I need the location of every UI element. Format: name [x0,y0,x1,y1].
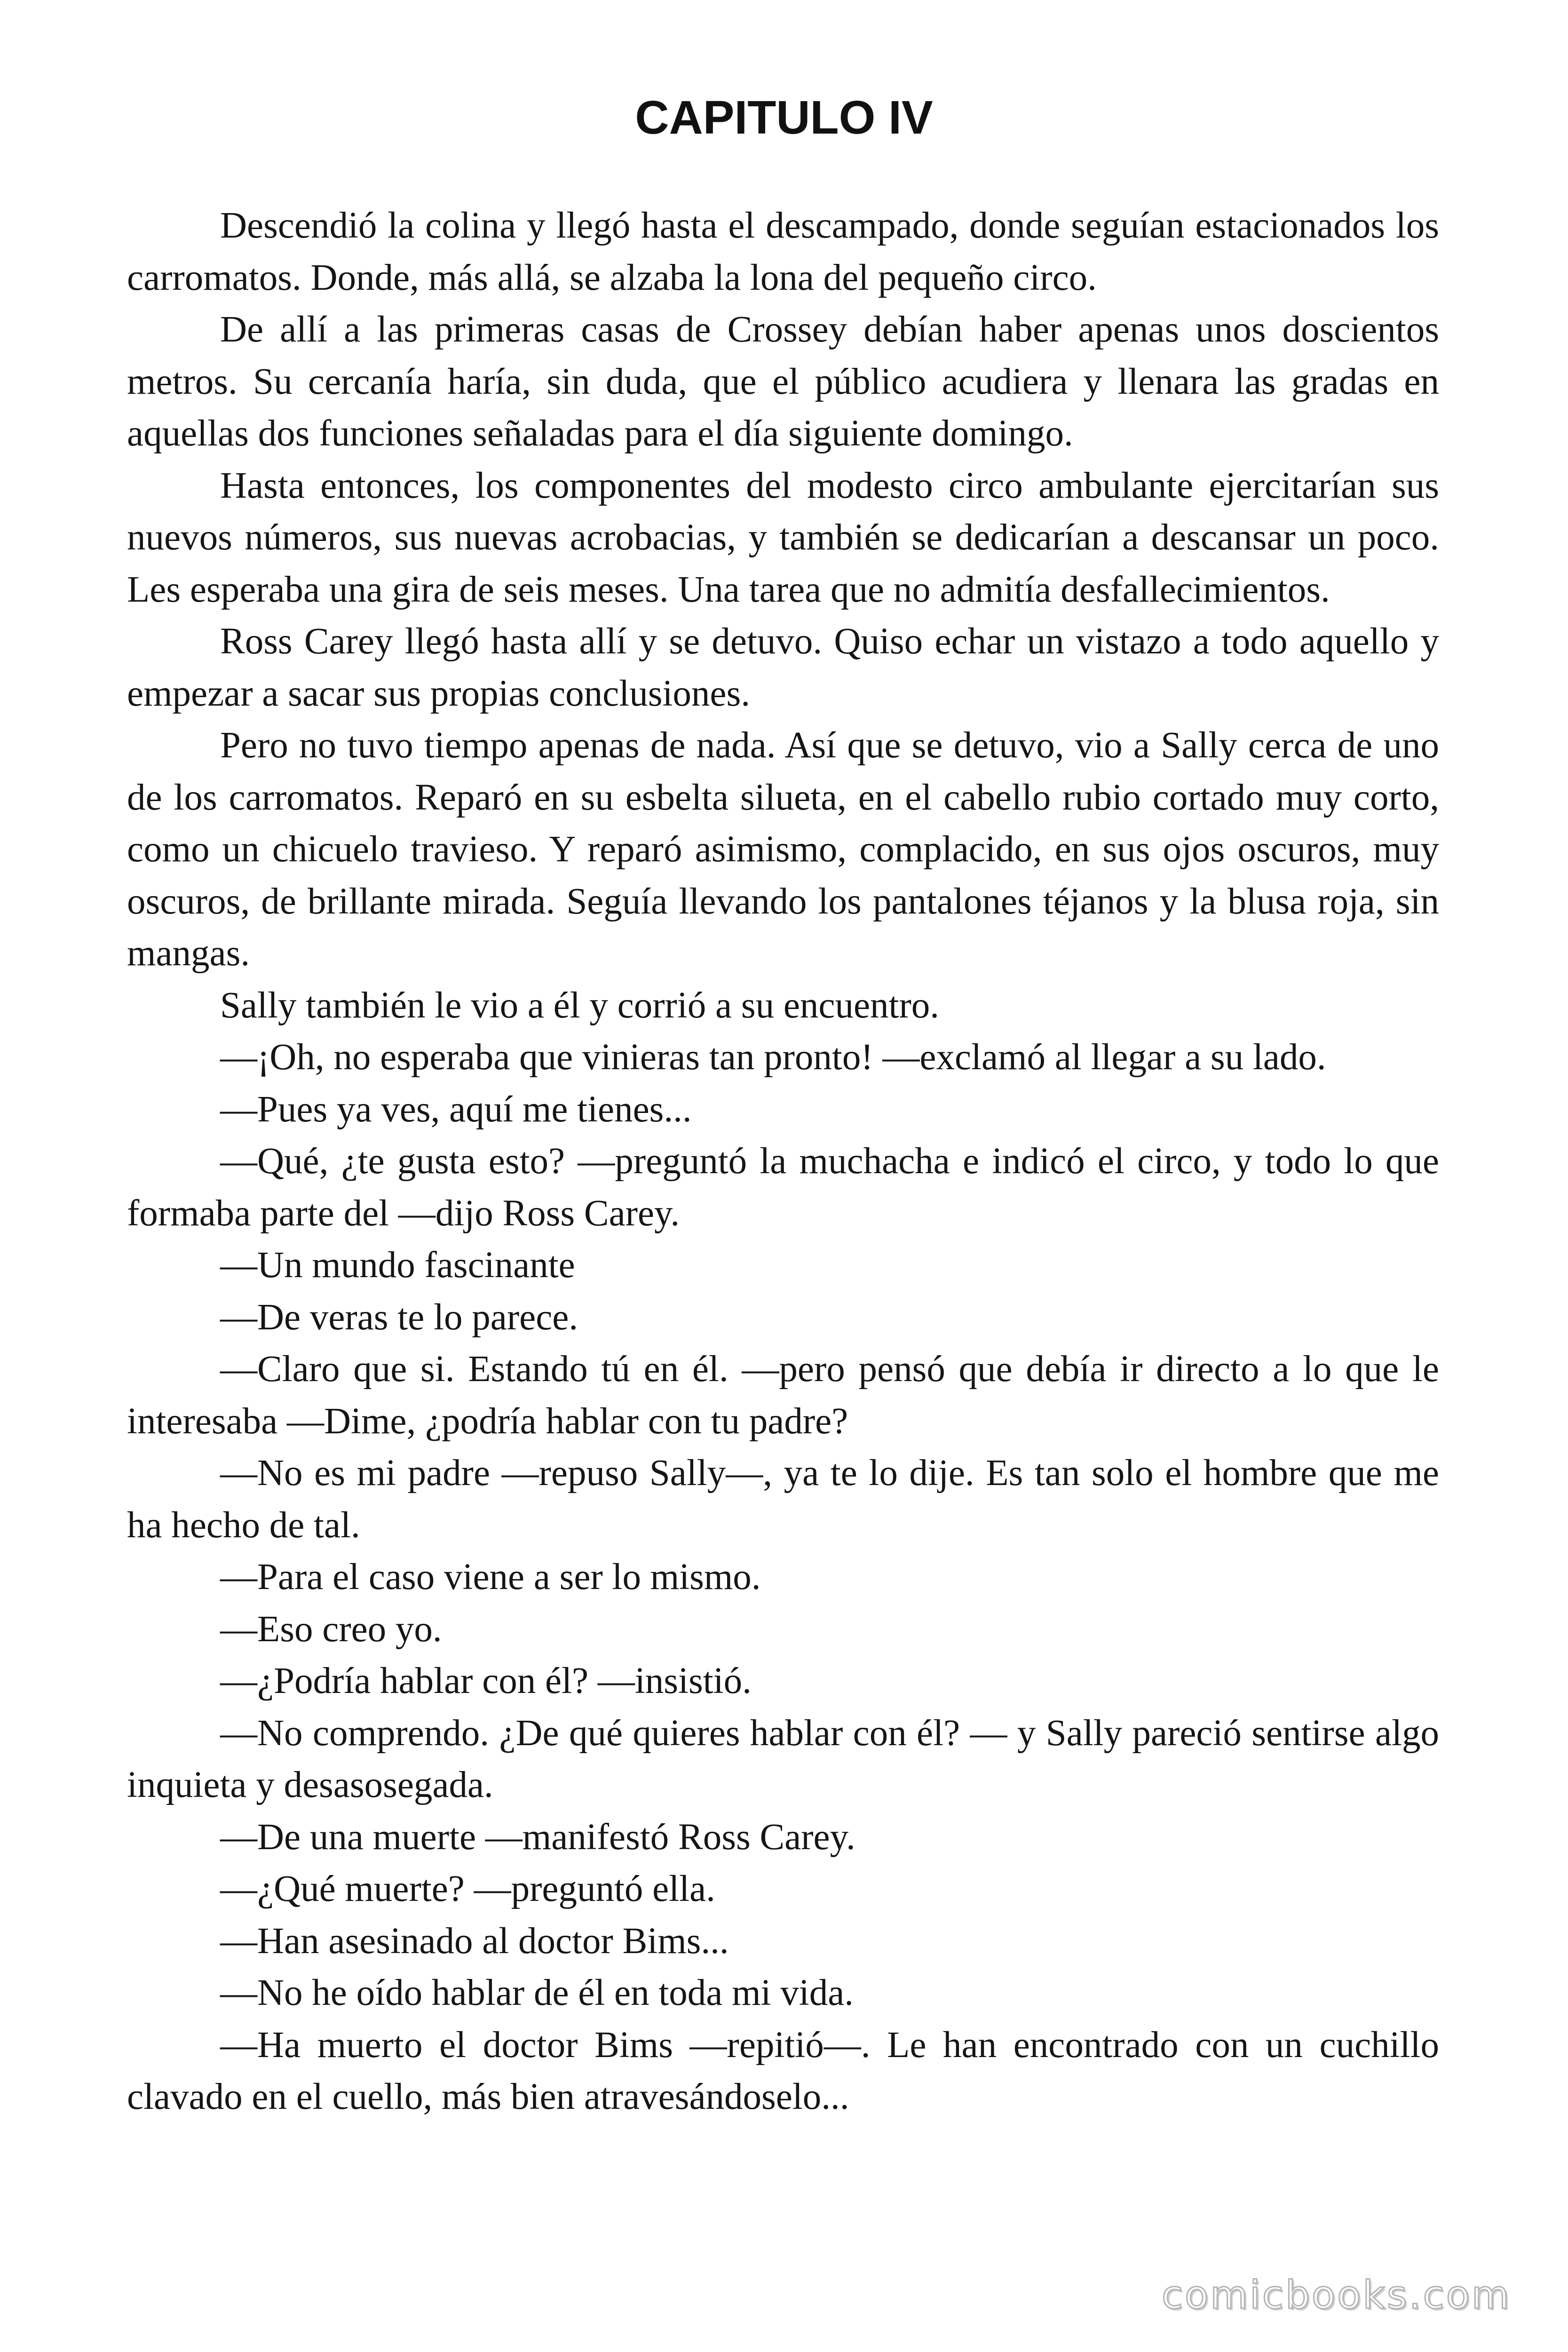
paragraph: —Ha muerto el doctor Bims —repitió—. Le han encontrado con un cuchillo clavado en el cuello, más bien atravesándoselo... [127,2024,1439,2117]
paragraph: Pero no tuvo tiempo apenas de nada. Así que se detuvo, vio a Sally cerca de uno de los carromatos. Reparó en su esbelta silueta, en el cabello rubio cortado muy corto, como un chicuelo travieso. Y reparó asimismo, complacido, en sus ojos oscuros, muy oscuros, de brillante mirada. Seguía llevando los pantalones téjanos y la blusa roja, sin mangas. [127,725,1439,974]
paragraph: —Qué, ¿te gusta esto? —preguntó la muchacha e indicó el circo, y todo lo que formaba parte del —dijo Ross Carey. [127,1141,1439,1234]
paragraph: —De veras te lo parece. [220,1296,578,1338]
paragraph: —Pues ya ves, aquí me tienes... [220,1089,692,1130]
paragraph: —No he oído hablar de él en toda mi vida. [220,1972,854,2013]
paragraph: —De una muerte —manifestó Ross Carey. [220,1816,855,1858]
paragraph: —No comprendo. ¿De qué quieres hablar con él? — y Sally pareció sentirse algo inquieta y desasosegada. [127,1712,1439,1805]
paragraph: —Para el caso viene a ser lo mismo. [220,1557,761,1597]
paragraph: Sally también le vio a él y corrió a su encuentro. [220,985,940,1026]
paragraph: Ross Carey llegó hasta allí y se detuvo. Quiso echar un vistazo a todo aquello y empezar a sacar sus propias conclusiones. [127,621,1439,714]
paragraph: De allí a las primeras casas de Crossey debían haber apenas unos doscientos metros. Su cercanía haría, sin duda, que el público acudiera y llenara las gradas en aquellas dos funciones señaladas para el día siguiente domingo. [127,309,1439,454]
paragraph: —No es mi padre —repuso Sally—, ya te lo dije. Es tan solo el hombre que me ha hecho de tal. [127,1453,1439,1546]
paragraph: —Han asesinado al doctor Bims... [220,1920,729,1962]
paragraph: —Claro que si. Estando tú en él. —pero pensó que debía ir directo a lo que le interesaba —Dime, ¿podría hablar con tu padre? [127,1349,1439,1442]
paragraph: —¿Qué muerte? —preguntó ella. [220,1868,715,1909]
watermark: comicbooks.com [1162,2273,1511,2318]
paragraph: —¡Oh, no esperaba que vinieras tan pronto! —exclamó al llegar a su lado. [220,1037,1326,1078]
paragraph: Descendió la colina y llegó hasta el descampado, donde seguían estacionados los carromatos. Donde, más allá, se alzaba la lona del pequeño circo. [127,205,1439,298]
paragraph: Hasta entonces, los componentes del modesto circo ambulante ejercitarían sus nuevos números, sus nuevas acrobacias, y también se dedicarían a descansar un poco. Les esperaba una gira de seis meses. Una tarea que no admitía desfallecimientos. [127,465,1439,610]
body-text [127,200,1439,2123]
paragraph: —Un mundo fascinante [220,1245,575,1286]
paragraph: —¿Podría hablar con él? —insistió. [220,1661,752,1701]
paragraph: —Eso creo yo. [220,1608,442,1650]
chapter-title: CAPITULO IV [635,91,933,144]
